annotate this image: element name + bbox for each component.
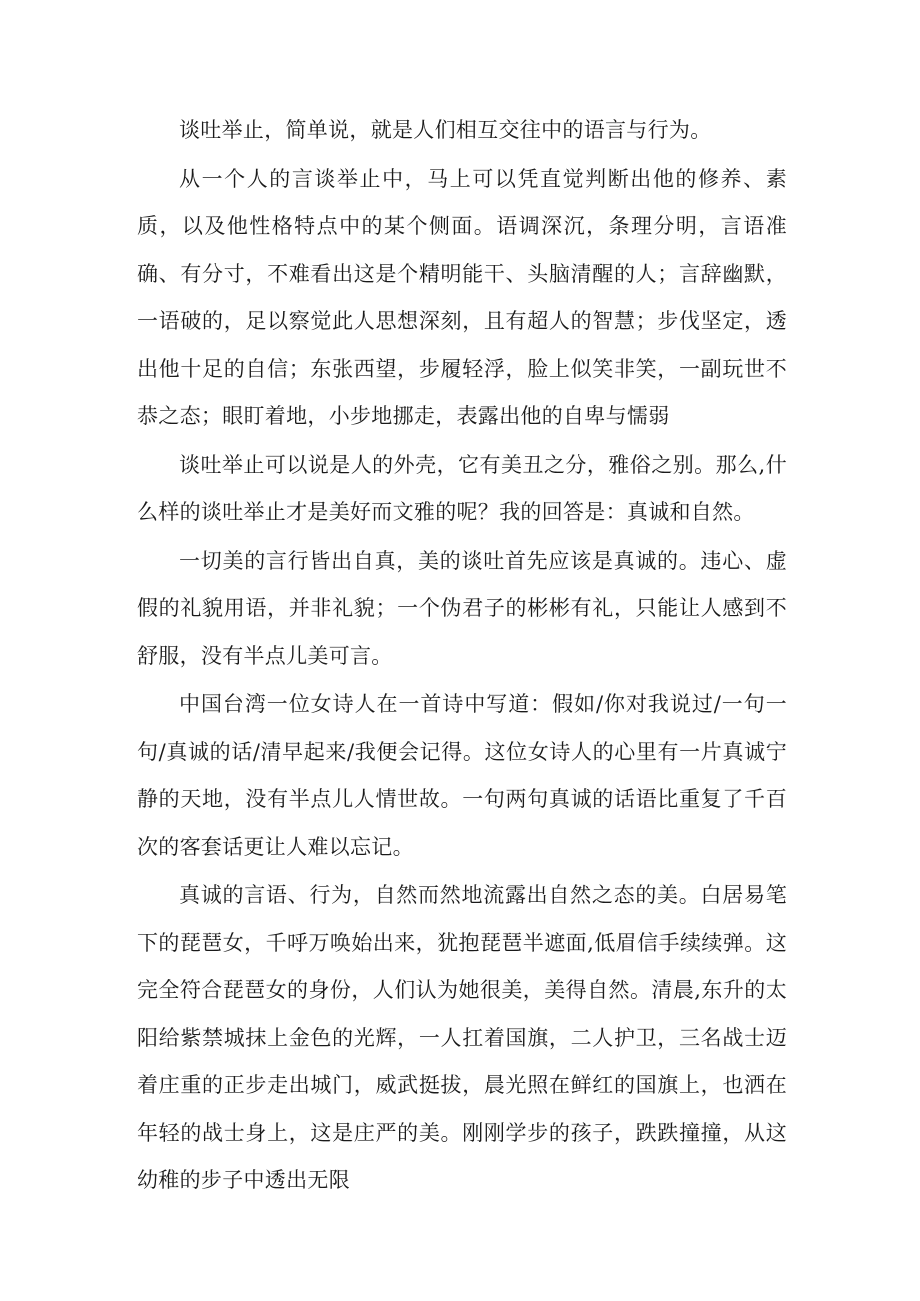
paragraph-1: 谈吐举止，简单说，就是人们相互交往中的语言与行为。 [179, 118, 712, 142]
paragraph-6: 真诚的言语、行为，自然而然地流露出自然之态的美。白居易笔下的琵琶女，千呼万唤始出来，犹抱琵琶半遮面,低眉信手续续弹。这完全符合琵琶女的身份，人们认为她很美，美得自然。清晨,东升的太阳给紫禁城抹上金色的光辉，一人扛着国旗，二人护卫，三名战士迈着庄重的正步走出城门，威武挺拔，晨光照在鲜红的国旗上，也洒在年轻的战士身上，这是庄严的美。刚刚学步的孩子，跌跌撞撞，从这幼稚的步子中透出无限 [137, 883, 787, 1192]
paragraph-5: 中国台湾一位女诗人在一首诗中写道：假如/你对我说过/一句一句/真诚的话/清早起来/我便会记得。这位女诗人的心里有一片真诚宁静的天地，没有半点儿人情世故。一句两句真诚的话语比重复了千百次的客套话更让人难以忘记。 [137, 692, 787, 859]
document-body [137, 107, 787, 1205]
paragraph-3: 谈吐举止可以说是人的外壳，它有美丑之分，雅俗之别。那么,什么样的谈吐举止才是美好而文雅的呢？我的回答是：真诚和自然。 [137, 452, 787, 524]
paragraph-2: 从一个人的言谈举止中，马上可以凭直觉判断出他的修养、素质，以及他性格特点中的某个侧面。语调深沉，条理分明，言语准确、有分寸，不难看出这是个精明能干、头脑清醒的人；言辞幽默，一语破的，足以察觉此人思想深刻，且有超人的智慧；步伐坚定，透出他十足的自信；东张西望，步履轻浮，脸上似笑非笑，一副玩世不恭之态；眼盯着地，小步地挪走，表露出他的自卑与懦弱 [137, 166, 787, 428]
paragraph-4: 一切美的言行皆出自真，美的谈吐首先应该是真诚的。违心、虚假的礼貌用语，并非礼貌；一个伪君子的彬彬有礼，只能让人感到不舒服，没有半点儿美可言。 [137, 548, 787, 668]
